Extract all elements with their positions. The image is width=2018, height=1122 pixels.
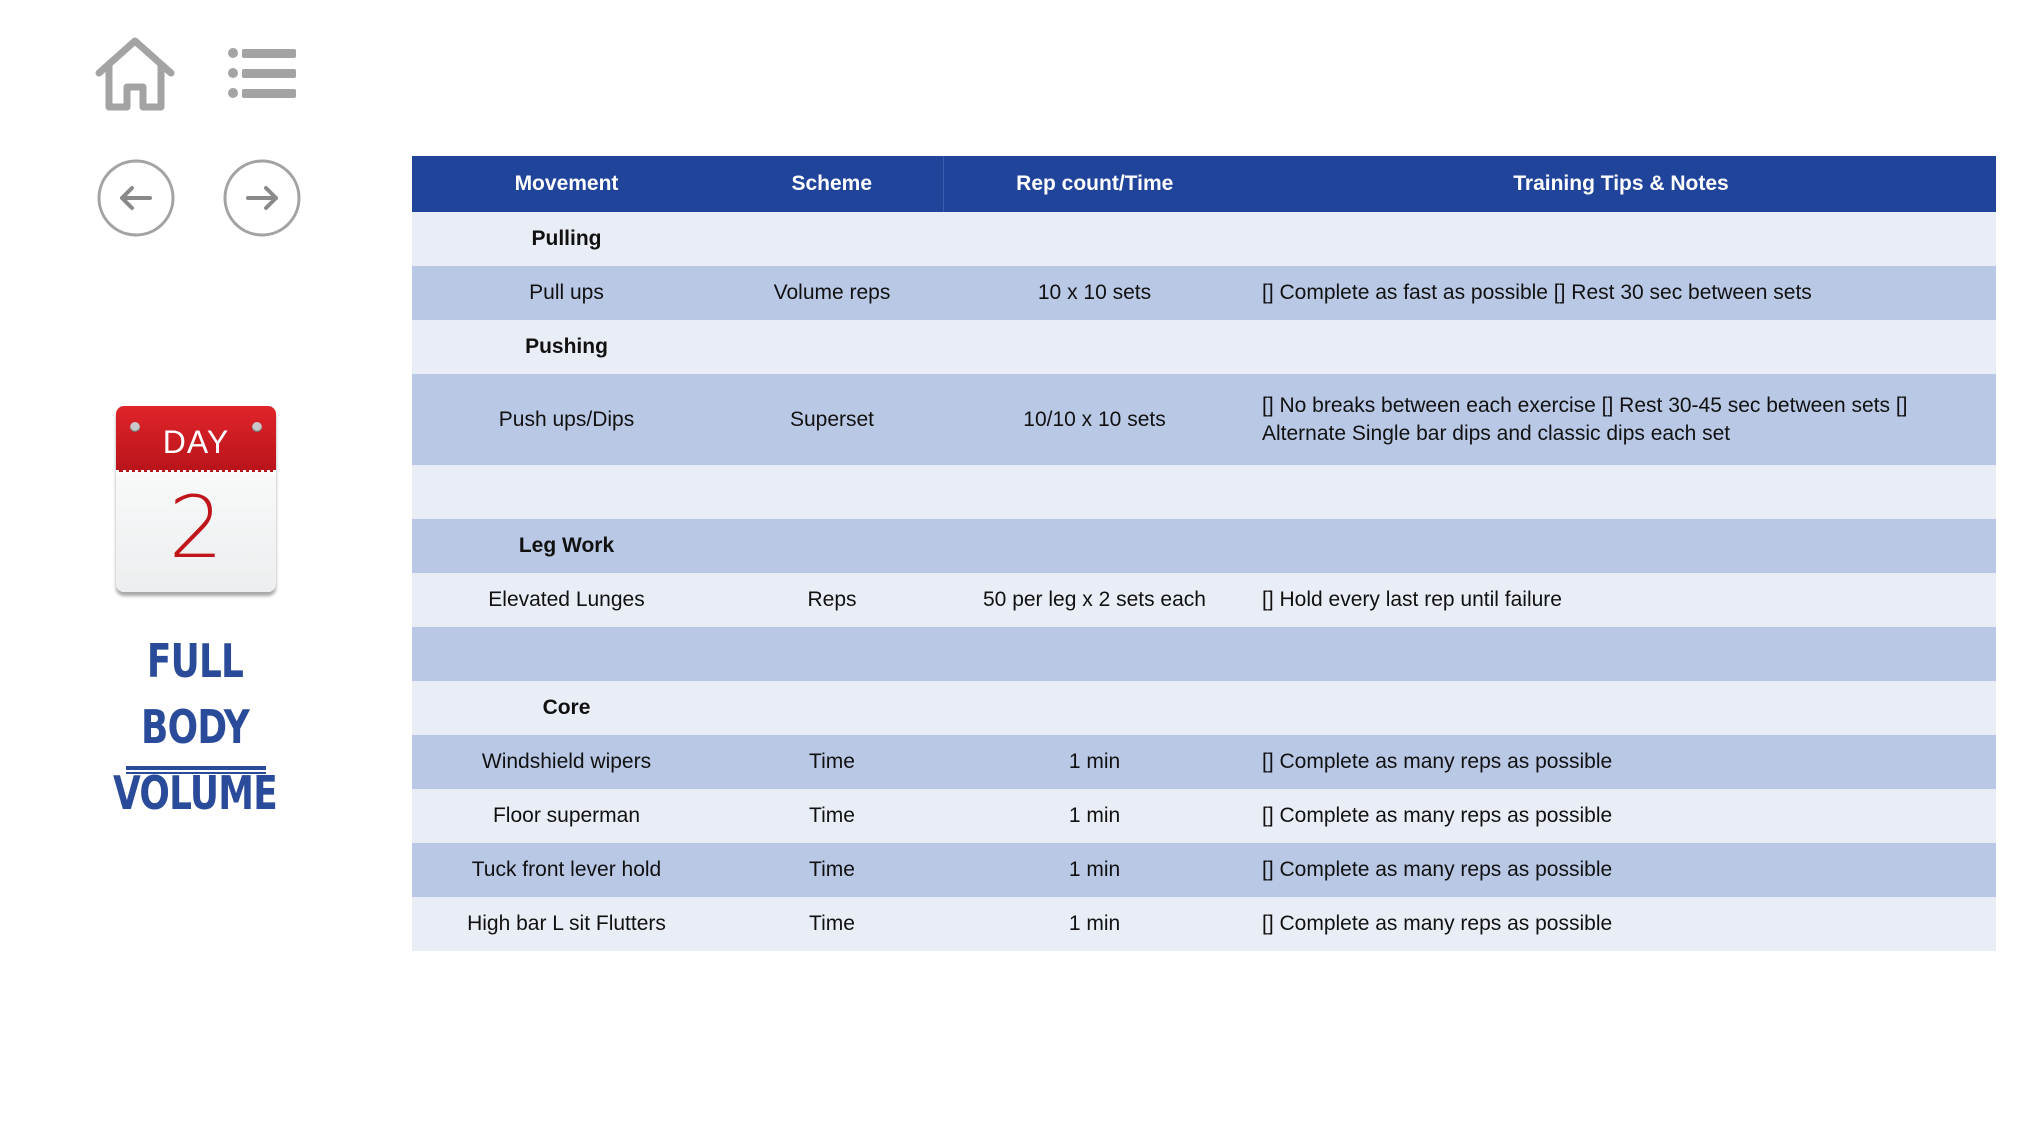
list-icon[interactable] [228, 48, 296, 98]
notes-cell [1246, 627, 1996, 681]
notes-cell: [] Complete as many reps as possible [1246, 735, 1996, 789]
table-row [412, 465, 1996, 519]
scheme-cell: Volume reps [721, 266, 943, 320]
reps-cell: 1 min [943, 897, 1246, 951]
calendar-ring-left [130, 422, 140, 432]
calendar-day-number: 2 [168, 478, 224, 578]
scheme-cell [721, 681, 943, 735]
scheme-cell [721, 465, 943, 519]
notes-cell [1246, 465, 1996, 519]
scheme-cell [721, 519, 943, 573]
notes-cell [1246, 320, 1996, 374]
movement-cell: Push ups/Dips [412, 374, 721, 465]
scheme-cell: Time [721, 843, 943, 897]
notes-cell [1246, 212, 1996, 266]
title-underline [126, 766, 266, 774]
section-label: Pulling [412, 212, 721, 266]
scheme-cell [721, 627, 943, 681]
workout-table [412, 156, 1996, 951]
movement-cell [412, 627, 721, 681]
workout-title-line2: VOLUME [113, 766, 277, 820]
workout-title [98, 628, 293, 826]
movement-cell: Tuck front lever hold [412, 843, 721, 897]
movement-cell: Floor superman [412, 789, 721, 843]
notes-cell [1246, 681, 1996, 735]
table-header-row [412, 156, 1996, 212]
table-row [412, 681, 1996, 735]
workout-table-container [412, 156, 1996, 951]
scheme-cell: Time [721, 897, 943, 951]
notes-cell: [] Complete as many reps as possible [1246, 843, 1996, 897]
reps-cell [943, 681, 1246, 735]
table-row [412, 897, 1996, 951]
workout-title-line1: FULL BODY [141, 634, 249, 754]
arrow-right-icon[interactable] [222, 158, 302, 238]
table-row [412, 735, 1996, 789]
scheme-cell: Time [721, 735, 943, 789]
reps-cell: 10/10 x 10 sets [943, 374, 1246, 465]
movement-cell: Windshield wipers [412, 735, 721, 789]
calendar-icon [116, 406, 276, 592]
notes-cell: [] Complete as many reps as possible [1246, 897, 1996, 951]
reps-cell: 1 min [943, 789, 1246, 843]
reps-cell: 10 x 10 sets [943, 266, 1246, 320]
table-row [412, 320, 1996, 374]
section-label: Pushing [412, 320, 721, 374]
table-row [412, 627, 1996, 681]
notes-cell: [] No breaks between each exercise [] Rest 30-45 sec between sets [] Alternate Single bar dips and classic dips each set [1246, 374, 1996, 465]
scheme-cell [721, 212, 943, 266]
calendar-header [116, 406, 276, 472]
table-row [412, 843, 1996, 897]
movement-cell: Elevated Lunges [412, 573, 721, 627]
scheme-cell [721, 320, 943, 374]
notes-cell [1246, 519, 1996, 573]
section-label: Leg Work [412, 519, 721, 573]
reps-cell [943, 627, 1246, 681]
movement-cell: High bar L sit Flutters [412, 897, 721, 951]
header-training-tips: Training Tips & Notes [1246, 156, 1996, 212]
header-rep-count: Rep count/Time [943, 156, 1246, 212]
calendar-ring-right [252, 422, 262, 432]
reps-cell: 1 min [943, 843, 1246, 897]
header-movement: Movement [412, 156, 721, 212]
header-scheme: Scheme [721, 156, 943, 212]
reps-cell [943, 519, 1246, 573]
section-label: Core [412, 681, 721, 735]
calendar-label: DAY [162, 424, 230, 460]
table-row [412, 212, 1996, 266]
table-row [412, 573, 1996, 627]
home-icon[interactable] [93, 35, 177, 113]
scheme-cell: Superset [721, 374, 943, 465]
scheme-cell: Reps [721, 573, 943, 627]
reps-cell [943, 320, 1246, 374]
table-row [412, 374, 1996, 465]
movement-cell: Pull ups [412, 266, 721, 320]
reps-cell [943, 212, 1246, 266]
reps-cell [943, 465, 1246, 519]
scheme-cell: Time [721, 789, 943, 843]
table-row [412, 789, 1996, 843]
notes-cell: [] Complete as fast as possible [] Rest 30 sec between sets [1246, 266, 1996, 320]
reps-cell: 1 min [943, 735, 1246, 789]
arrow-left-icon[interactable] [96, 158, 176, 238]
table-row [412, 266, 1996, 320]
table-row [412, 519, 1996, 573]
notes-cell: [] Hold every last rep until failure [1246, 573, 1996, 627]
notes-cell: [] Complete as many reps as possible [1246, 789, 1996, 843]
movement-cell [412, 465, 721, 519]
reps-cell: 50 per leg x 2 sets each [943, 573, 1246, 627]
